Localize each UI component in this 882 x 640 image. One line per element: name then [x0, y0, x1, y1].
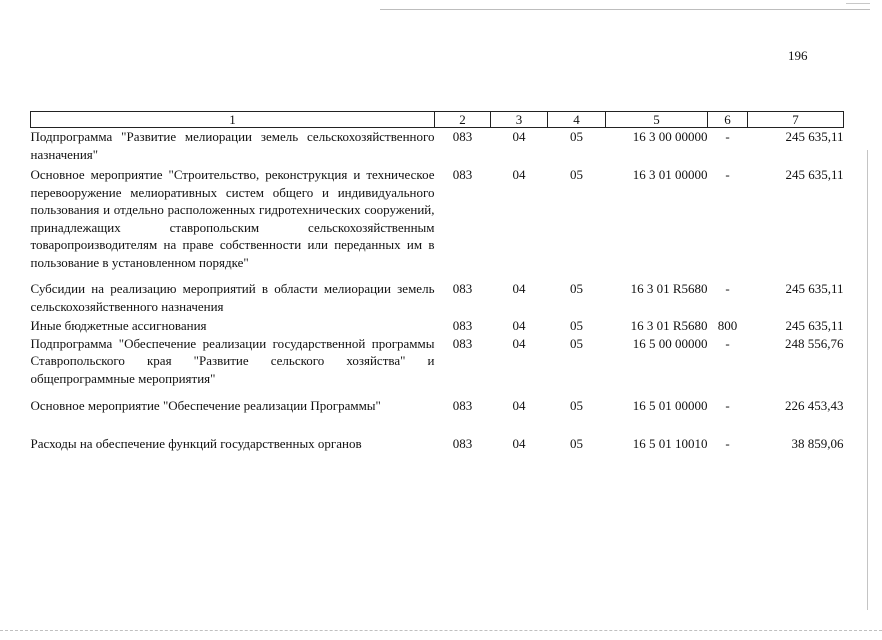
item-name: Иные бюджетные ассигнования: [30, 318, 207, 333]
item-name: Подпрограмма "Развитие мелиорации земель сельскохозяйственного назначения": [30, 129, 435, 162]
section-code: 04: [512, 318, 526, 333]
scan-edge-bottom: [0, 630, 882, 631]
page-number: 196: [788, 48, 808, 63]
subsection-code: 05: [570, 281, 583, 296]
target-article-code: 16 5 01 00000: [632, 398, 708, 413]
ministry-code: 083: [452, 129, 473, 144]
column-number-row: [31, 112, 844, 128]
ministry-code: 083: [452, 281, 473, 296]
item-name: Подпрограмма "Обеспечение реализации государственной программы Ставропольского края "Развитие сельского хозяйства" и общепрограммные мероприятия": [30, 335, 435, 386]
table-row: [31, 435, 844, 453]
expense-type-code: -: [725, 129, 730, 144]
scan-edge-top-right: [846, 3, 870, 4]
table-body: [31, 128, 844, 453]
expense-type-code: -: [725, 435, 730, 451]
column-header: 5: [606, 112, 708, 128]
item-name: Субсидии на реализацию мероприятий в области мелиорации земель сельскохозяйственного назначения: [30, 281, 435, 314]
table-row: [31, 335, 844, 398]
ministry-code: 083: [452, 335, 473, 351]
subsection-code: 05: [570, 335, 583, 351]
table-row: [31, 128, 844, 167]
column-header: 3: [491, 112, 548, 128]
table-row: [31, 280, 844, 317]
budget-table: [30, 111, 844, 452]
section-code: 04: [512, 281, 526, 296]
amount: 248 556,76: [785, 335, 844, 351]
target-article-code: 16 5 01 10010: [632, 435, 708, 451]
column-header: 1: [31, 112, 435, 128]
column-header: 4: [548, 112, 606, 128]
table-row: [31, 397, 844, 435]
amount: 245 635,11: [785, 129, 844, 144]
scan-edge-top: [380, 9, 870, 10]
section-code: 04: [512, 398, 526, 413]
item-name: Основное мероприятие "Обеспечение реализации Программы": [30, 398, 381, 413]
subsection-code: 05: [570, 435, 583, 451]
expense-type-code: -: [725, 281, 730, 296]
target-article-code: 16 3 01 00000: [632, 167, 708, 182]
target-article-code: 16 3 00 00000: [632, 129, 708, 144]
subsection-code: 05: [570, 318, 583, 333]
section-code: 04: [512, 129, 526, 144]
ministry-code: 083: [452, 318, 473, 333]
amount: 245 635,11: [785, 281, 844, 296]
expense-type-code: -: [725, 335, 730, 351]
ministry-code: 083: [452, 398, 473, 413]
subsection-code: 05: [570, 398, 583, 413]
expense-type-code: -: [725, 167, 730, 182]
section-code: 04: [512, 335, 526, 351]
section-code: 04: [512, 435, 526, 451]
ministry-code: 083: [452, 435, 473, 451]
column-header: 2: [435, 112, 491, 128]
item-name: Основное мероприятие "Строительство, реконструкция и техническое перевооружение мелиоративных систем общего и индивидуального пользования и отдельно расположенных гидротехнических сооружений, принадлежащих ставропольским сельскохозяйственным товаропроизводителям на праве собственности или переданных им в пользование в установленном порядке": [30, 167, 435, 270]
item-name: Расходы на обеспечение функций государственных органов: [30, 435, 362, 451]
target-article-code: 16 3 01 R5680: [630, 281, 708, 296]
expense-type-code: 800: [717, 318, 738, 333]
table-row: [31, 166, 844, 280]
section-code: 04: [512, 167, 526, 182]
subsection-code: 05: [570, 129, 583, 144]
scan-edge-right: [867, 150, 868, 610]
amount: 38 859,06: [791, 435, 844, 451]
target-article-code: 16 5 00 00000: [632, 335, 708, 351]
target-article-code: 16 3 01 R5680: [630, 318, 708, 333]
column-header: 7: [748, 112, 844, 128]
subsection-code: 05: [570, 167, 583, 182]
ministry-code: 083: [452, 167, 473, 182]
table-row: [31, 317, 844, 335]
column-header: 6: [708, 112, 748, 128]
amount: 245 635,11: [785, 318, 844, 333]
amount: 226 453,43: [785, 398, 844, 413]
expense-type-code: -: [725, 398, 730, 413]
amount: 245 635,11: [785, 167, 844, 182]
